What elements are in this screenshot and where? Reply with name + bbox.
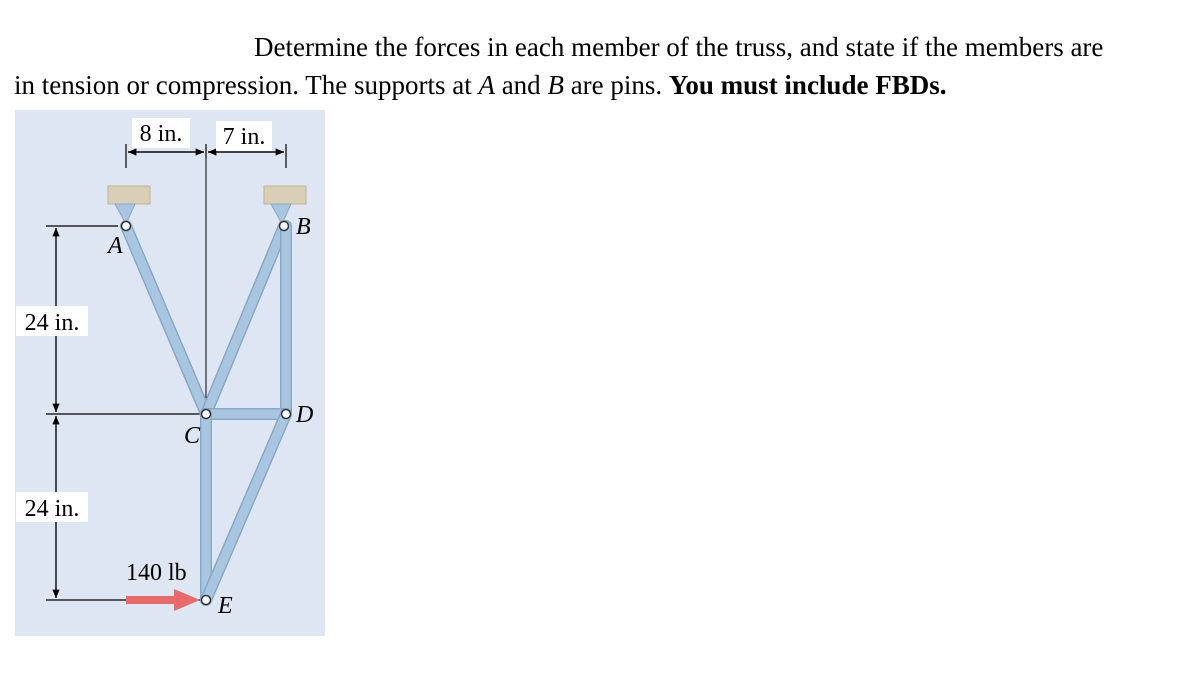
truss-figure [0, 108, 340, 648]
problem-text-2: and [494, 70, 548, 100]
load-label: 140 lb [126, 560, 187, 586]
problem-line-1: Determine the forces in each member of the truss, and state if the members are [254, 32, 1104, 62]
truss-diagram [0, 108, 340, 648]
pin-e [202, 596, 211, 605]
support-label-a: A [478, 70, 495, 100]
fbd-requirement: You must include FBDs. [668, 70, 947, 100]
dim-24in-lower-label: 24 in. [24, 496, 80, 522]
joint-label-b: B [296, 214, 311, 240]
problem-statement [14, 28, 1194, 104]
problem-line-2 [14, 66, 1194, 104]
joint-label-d: D [296, 402, 314, 428]
pin-d [282, 410, 291, 419]
joint-label-a: A [108, 233, 123, 259]
dim-24in-upper-label: 24 in. [24, 310, 80, 336]
problem-text-1: in tension or compression. The supports at [14, 70, 479, 100]
joint-label-c: C [184, 423, 201, 449]
support-label-b: B [547, 70, 564, 100]
pin-b [280, 222, 289, 231]
problem-text-3: are pins. [563, 70, 669, 100]
pin-c [202, 410, 211, 419]
dim-8in-label: 8 in. [139, 121, 183, 147]
joint-label-e: E [218, 593, 233, 619]
dim-7in-label: 7 in. [222, 124, 266, 150]
pin-a [122, 222, 131, 231]
